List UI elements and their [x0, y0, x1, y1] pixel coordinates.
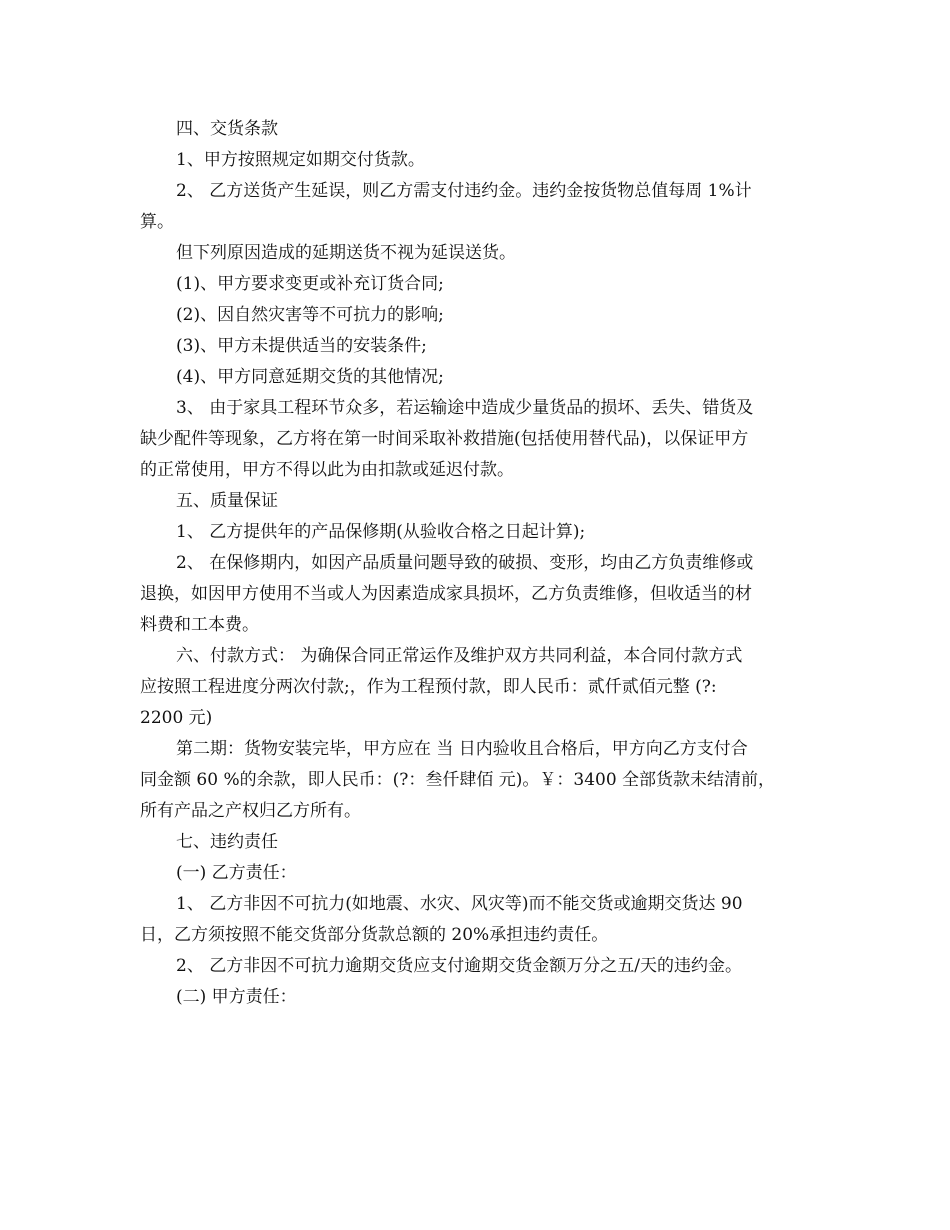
text-line: 五、质量保证: [176, 491, 278, 511]
text-line: (二) 甲方责任：: [176, 987, 297, 1007]
text-line: 2、 在保修期内，如因产品质量问题导致的破损、变形，均由乙方负责维修或: [176, 553, 754, 573]
text-line: 1、 乙方非因不可抗力(如地震、水灾、风灾等)而不能交货或逾期交货达 90: [176, 894, 743, 914]
text-line: 同金额 60 %的余款，即人民币：(?：叁仟肆佰 元)。￥：3400 全部货款未结清前，: [140, 770, 776, 790]
text-line: 缺少配件等现象，乙方将在第一时间采取补救措施(包括使用替代品)，以保证甲方: [140, 429, 749, 449]
text-line: 2、 乙方送货产生延误，则乙方需支付违约金。违约金按货物总值每周 1%计: [176, 181, 752, 201]
text-line: 1、甲方按照规定如期交付货款。: [176, 150, 425, 170]
text-line: 2200 元): [140, 708, 213, 728]
text-line: 3、 由于家具工程环节众多，若运输途中造成少量货品的损坏、丢失、错货及: [176, 398, 754, 418]
text-line: (4)、甲方同意延期交货的其他情况;: [176, 367, 444, 387]
text-line: 第二期：货物安装完毕，甲方应在 当 日内验收且合格后，甲方向乙方支付合: [176, 739, 748, 759]
text-line: (3)、甲方未提供适当的安装条件;: [176, 336, 427, 356]
text-line: (一) 乙方责任：: [176, 863, 297, 883]
text-line: (1)、甲方要求变更或补充订货合同;: [176, 274, 444, 294]
text-line: 1、 乙方提供年的产品保修期(从验收合格之日起计算);: [176, 522, 586, 542]
text-line: 2、 乙方非因不可抗力逾期交货应支付逾期交货金额万分之五/天的违约金。: [176, 956, 742, 976]
text-line: 所有产品之产权归乙方所有。: [140, 801, 361, 821]
contract-body: [140, 114, 820, 1013]
text-line: (2)、因自然灾害等不可抗力的影响;: [176, 305, 444, 325]
text-line: 算。: [140, 212, 174, 232]
text-line: 六、付款方式： 为确保合同正常运作及维护双方共同利益，本合同付款方式: [176, 646, 743, 666]
text-line: 退换，如因甲方使用不当或人为因素造成家具损坏，乙方负责维修，但收适当的材: [140, 584, 752, 604]
text-line: 七、违约责任: [176, 832, 278, 852]
text-line: 料费和工本费。: [140, 615, 259, 635]
text-line: 日，乙方须按照不能交货部分货款总额的 20%承担违约责任。: [140, 925, 609, 945]
text-line: 应按照工程进度分两次付款;，作为工程预付款，即人民币：贰仟贰佰元整 (?:: [140, 677, 717, 697]
text-line: 四、交货条款: [176, 119, 278, 139]
text-line: 的正常使用，甲方不得以此为由扣款或延迟付款。: [140, 460, 514, 480]
text-line: 但下列原因造成的延期送货不视为延误送货。: [176, 243, 516, 263]
